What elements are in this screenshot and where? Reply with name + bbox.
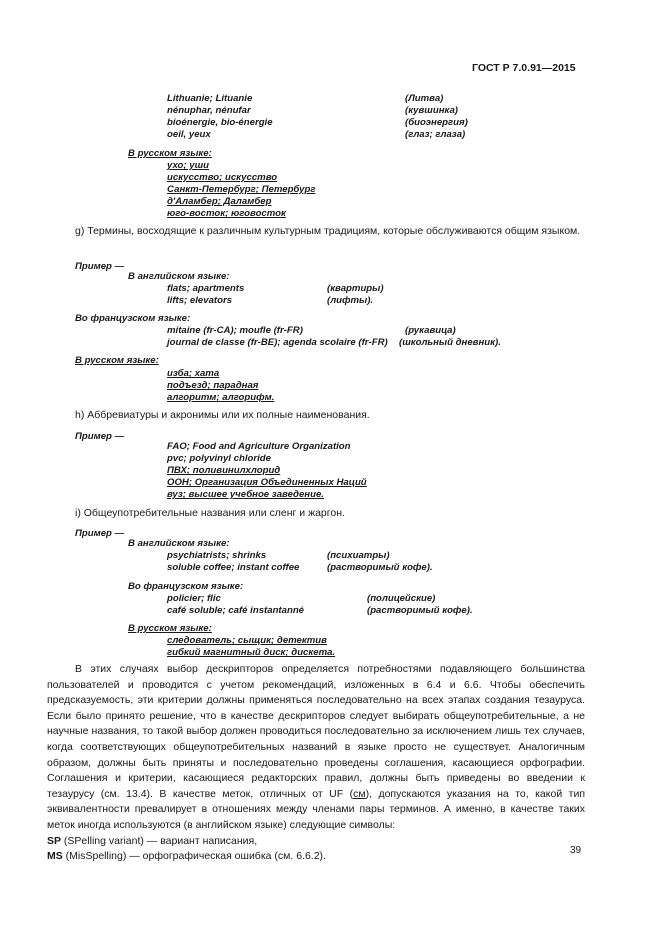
term-line: юго-восток; юговосток xyxy=(167,208,286,219)
term-line: oeil, yeux xyxy=(167,129,211,140)
term-line: pvc; polyvinyl chloride xyxy=(167,453,271,464)
term-line: psychiatrists; shrinks xyxy=(167,550,267,561)
symbol-description: (MisSpelling) — орфографическая ошибка (см. 6.6.2). xyxy=(62,850,326,863)
section-g-text: g) Термины, восходящие к различным культурным традициям, которые обслуживаются общим языком. xyxy=(75,225,581,237)
closing-paragraph xyxy=(47,662,585,865)
term-line: искусство; искусство xyxy=(167,172,278,183)
term-line: journal de classe (fr-BE); agenda scolaire (fr-FR) xyxy=(167,337,388,348)
gloss: (кувшинка) xyxy=(405,105,458,116)
language-label: В английском языке: xyxy=(128,271,230,282)
term-line: ООН; Организация Объединенных Наций xyxy=(167,477,367,488)
term-line: д'Аламбер; Даламбер xyxy=(167,196,272,207)
page-number: 39 xyxy=(570,845,582,856)
term-line: policier; flic xyxy=(167,593,221,604)
example-label: Пример — xyxy=(75,431,125,442)
symbol-code: MS xyxy=(47,850,63,863)
term-line: bioénergie, bio-énergie xyxy=(167,117,273,128)
term-line: soluble coffee; instant coffee xyxy=(167,562,300,573)
gloss: (полицейские) xyxy=(367,593,436,604)
gloss: (лифты). xyxy=(327,295,374,306)
term-line: следователь; сыщик; детектив xyxy=(167,635,327,646)
term-line: Санкт-Петербург; Петербург xyxy=(167,184,316,195)
gloss: (растворимый кофе). xyxy=(367,605,473,616)
term-line: mitaine (fr-CA); moufle (fr-FR) xyxy=(167,325,303,336)
language-label: В английском языке: xyxy=(128,538,230,549)
term-line: гибкий магнитный диск; дискета. xyxy=(167,647,336,658)
language-label: Во французском языке: xyxy=(128,581,244,592)
example-label: Пример — xyxy=(75,528,125,539)
section-h-text: h) Аббревиатуры и акронимы или их полные наименования. xyxy=(75,409,370,421)
symbol-code: SP xyxy=(47,834,62,847)
section-i-text: i) Общеупотребительные названия или сленг и жаргон. xyxy=(75,507,345,519)
term-line: ухо; уши xyxy=(167,160,209,171)
term-line: ПВХ; поливинилхлорид xyxy=(167,465,281,476)
gloss: (Литва) xyxy=(405,93,444,104)
language-label: Во французском языке: xyxy=(75,313,191,324)
gloss: (биоэнергия) xyxy=(405,117,468,128)
symbol-description: (SPelling variant) — вариант написания, xyxy=(61,834,258,847)
document-header: ГОСТ Р 7.0.91—2015 xyxy=(472,62,576,74)
term-line: nénuphar, nénufar xyxy=(167,105,251,116)
term-line: изба; хата xyxy=(167,368,220,379)
term-line: подъезд; парадная xyxy=(167,380,259,391)
gloss: (школьный дневник). xyxy=(399,337,501,348)
gloss: (рукавица) xyxy=(405,325,456,336)
see-reference: см xyxy=(353,787,366,800)
language-label: В русском языке: xyxy=(75,355,159,366)
term-line: café soluble; café instantanné xyxy=(167,605,305,616)
paragraph-text: ), допускаются указания на то, какой тип эквивалентности превалирует в отношениях между членами пары терминов. А именно, в качестве таких меток иногда используются (в английском языке) следующие символы: xyxy=(47,787,586,831)
term-line: Lithuanie; Lituanie xyxy=(167,93,253,104)
language-label: В русском языке: xyxy=(128,148,212,159)
paragraph-text: В этих случаях выбор дескрипторов определяется потребностями подавляющего большинства пользователей и проводится с учетом рекомендаций, изложенных в 6.4 и 6.6. Чтобы обеспечить предсказуемость, эти критерии должны применяться последовательно на всех этапах создания тезауруса. Если было принято решение, что в качестве дескрипторов следует выбирать общеупотребительные, а не научные названия, то такой выбор должен проводиться последовательно за исключением лишь тех случаев, когда соответствующих общеупотребительных названий в языке просто не существует. Аналогичным образом, должны быть приняты и последовательно проведены соглашения, касающиеся орфографии. Соглашения и критерии, касающиеся редакторских правил, должны быть приведены во введении к тезаурусу (см. 13.4). В качестве меток, отличных от UF ( xyxy=(47,663,585,800)
term-line: FAO; Food and Agriculture Organization xyxy=(167,441,351,452)
term-line: flats; apartments xyxy=(167,283,245,294)
example-label: Пример — xyxy=(75,261,125,272)
gloss: (квартиры) xyxy=(327,283,384,294)
term-line: вуз; высшее учебное заведение. xyxy=(167,489,324,500)
term-line: lifts; elevators xyxy=(167,295,233,306)
language-label: В русском языке: xyxy=(128,623,212,634)
gloss: (глаз; глаза) xyxy=(405,129,466,140)
gloss: (психиатры) xyxy=(327,550,390,561)
gloss: (растворимый кофе). xyxy=(327,562,433,573)
term-line: алгоритм; алгорифм. xyxy=(167,392,275,403)
